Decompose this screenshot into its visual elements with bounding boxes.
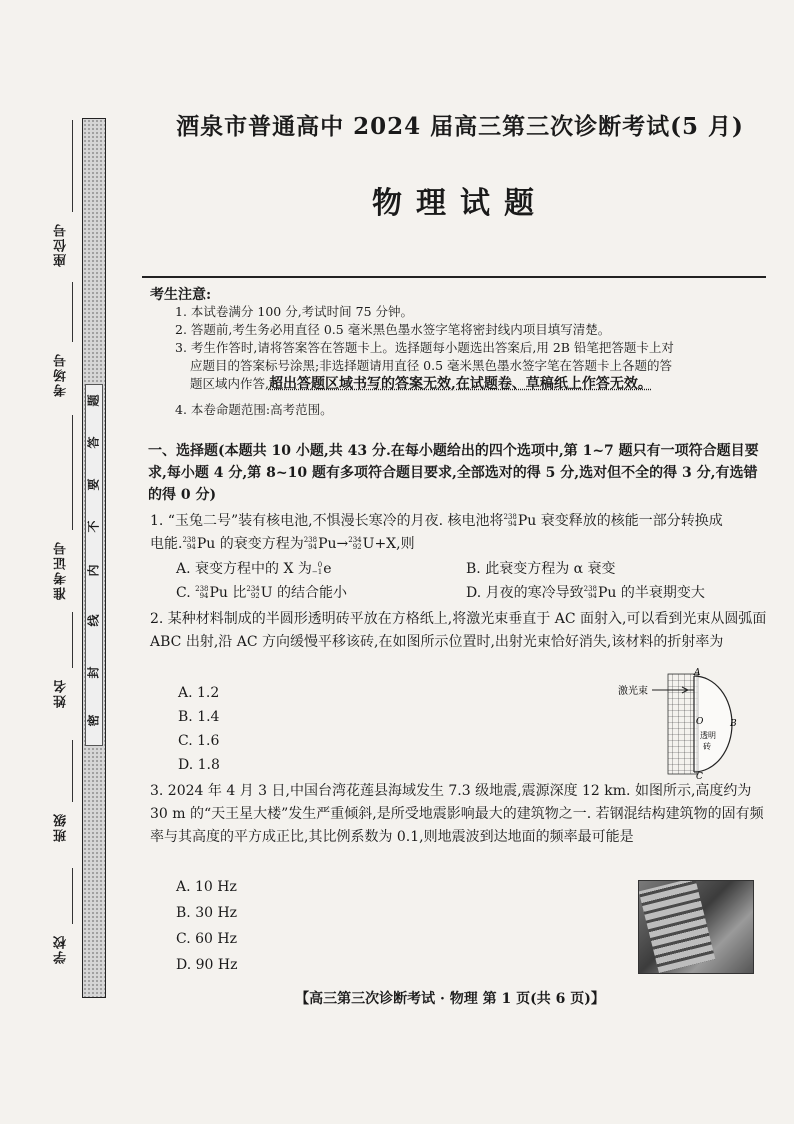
q2-option-b[interactable]: B. 1.4 [178,709,220,725]
page-footer: 【高三第三次诊断考试 · 物理 第 1 页(共 6 页)】 [295,991,605,1007]
q1-line2-d: U+X,则 [362,536,415,552]
notice-item-3-cont1: 应题目的答案标号涂黑;非选择题请用直径 0.5 毫米黑色墨水签字笔在答题卡上各题的答 [190,358,673,373]
pu-z: 94 [186,543,196,551]
school-label: 学校 [54,934,69,964]
pu-mass: 238 [583,585,598,593]
pu-mass: 238 [182,536,196,544]
e-mass: 0 [317,561,323,569]
q1-option-c-text: Pu 比 [209,585,247,601]
pu-mass: 238 [195,585,209,593]
point-c-label: C [696,772,703,780]
q1-option-a-text: A. 衰变方程中的 X 为 [176,561,312,577]
q1-line1-b: Pu 衰变释放的核能一部分转换成 [517,513,723,529]
u-mass: 234 [348,536,362,544]
q1-option-d-b: Pu 的半衰期变大 [598,585,705,601]
u-nuclide-1 [348,537,361,551]
pu-z: 94 [308,543,318,551]
brick-label-1: 透明 [700,731,716,740]
q3-option-c[interactable]: C. 60 Hz [176,931,237,947]
q1-line2-b: Pu 的衰变方程为 [196,536,304,552]
q2-option-c[interactable]: C. 1.6 [178,733,220,749]
header-divider [142,276,766,278]
notice-item-3-cont2-a: 题区域内作答, [190,376,269,391]
seal-char-8: 题 [86,394,101,407]
seat-number-label: 座位号 [54,222,69,267]
notice-item-2: 2. 答题前,考生务必用直径 0.5 毫米黑色墨水签字笔将密封线内项目填写清楚。 [175,322,611,337]
point-b-label: B [730,719,737,729]
q1-line2-c: Pu→ [318,536,349,552]
q3-stem: 3. 2024 年 4 月 3 日,中国台湾花莲县海域发生 7.3 级地震,震源深度 12 km. 如图所示,高度约为 30 m 的“天王星大楼”发生严重倾斜,是所受地震影响最大的建筑物之一. 若钢混结构建筑物的固有频率与其高度的平方成正比,其比例系数为 0.1,则地震波到达地面的频率最可能是 [150,783,764,845]
seal-char-4: 内 [86,564,101,577]
e-nuclide [312,562,322,576]
school-line [72,868,73,924]
subject-title: 物理试题 [372,186,548,221]
q1-option-c[interactable] [176,584,347,602]
notice-item-1: 1. 本试卷满分 100 分,考试时间 75 分钟。 [175,304,414,319]
seal-char-5: 不 [86,520,101,533]
u-nuclide-2 [246,586,259,600]
exam-room-line [72,282,73,342]
notice-item-3: 3. 考生作答时,请将答案答在答题卡上。选择题每小题选出答案后,用 2B 铅笔把答题卡上对 [175,340,674,355]
pu-nuclide-2 [182,537,195,551]
pu-z: 94 [507,520,517,528]
q1-line1-a: 1. “玉兔二号”装有核电池,不惧漫长寒冷的月夜. 核电池将 [150,513,504,529]
notice-item-3-cont2 [190,376,652,392]
q2-option-d[interactable]: D. 1.8 [178,757,220,773]
seat-number-line [72,120,73,212]
section-heading: 一、选择题(本题共 10 小题,共 43 分.在每小题给出的四个选项中,第 1~7 题只有一项符合题目要求,每小题 4 分,第 8~10 题有多项符合题目要求,全部选对的得 5 分,选对但不全的得 3 分,有选错的得 0 分) [148,443,759,503]
q1-option-c-label: C. [176,585,191,601]
u-z: 92 [352,543,362,551]
e-z: −1 [311,568,323,576]
seal-char-3: 线 [86,614,101,627]
ticket-number-line [72,415,73,530]
q1-stem [150,510,768,556]
notice-item-4: 4. 本卷命题范围:高考范围。 [175,402,333,417]
q1-option-b[interactable]: B. 此衰变方程为 α 衰变 [466,561,616,577]
q2-figure [612,668,762,780]
u-mass: 234 [246,585,260,593]
q1-option-a-tail: e [323,561,332,577]
notice-heading: 考生注意: [150,287,212,303]
q1-line2-a: 电能. [150,536,183,552]
tilted-building-photo [638,880,754,974]
q2-stem: 2. 某种材料制成的半圆形透明砖平放在方格纸上,将激光束垂直于 AC 面射入,可以看到光束从圆弧面 ABC 出射,沿 AC 方向缓慢平移该砖,在如图所示位置时,出射光束恰好消失,该材料的折射率为 [150,611,767,650]
q3-option-d[interactable]: D. 90 Hz [176,957,238,973]
class-line [72,740,73,802]
brick-label-2: 砖 [703,742,711,751]
q1-option-a[interactable] [176,560,332,578]
class-label: 班级 [54,812,69,842]
name-line [72,612,73,668]
seal-char-2: 封 [86,666,101,679]
q3-option-b[interactable]: B. 30 Hz [176,905,238,921]
pu-mass: 238 [303,536,318,544]
ticket-number-label: 准考证号 [54,540,69,600]
name-label: 姓名 [54,678,69,708]
pu-z: 94 [588,592,598,600]
seal-char-1: 密 [86,714,101,727]
exam-room-label: 考场号 [54,352,69,397]
laser-label: 激光束 [618,686,648,697]
building-shape [639,880,716,973]
q1-option-d[interactable] [466,584,705,602]
pu-z: 94 [199,592,209,600]
q1-line2 [150,533,768,556]
pu-mass: 238 [503,513,517,521]
point-a-label: A [694,668,701,678]
q3-option-a[interactable]: A. 10 Hz [176,879,237,895]
pu-nuclide-3 [304,537,317,551]
seal-char-6: 要 [86,478,101,491]
seal-char-7: 答 [86,436,101,449]
pu-nuclide-1 [503,514,516,528]
q2-option-a[interactable]: A. 1.2 [178,685,220,701]
q1-line1 [150,510,768,533]
q1-option-d-a: D. 月夜的寒冷导致 [466,585,584,601]
pu-nuclide-5 [584,586,597,600]
exam-title: 酒泉市普通高中 2024 届高三第三次诊断考试(5 月) [176,113,744,140]
notice-warning: 超出答题区域书写的答案无效,在试题卷、草稿纸上作答无效。 [268,376,652,392]
point-o-label: O [696,717,704,727]
q1-option-c-tail: U 的结合能小 [260,585,348,601]
pu-nuclide-4 [195,586,208,600]
u-z: 92 [250,592,260,600]
